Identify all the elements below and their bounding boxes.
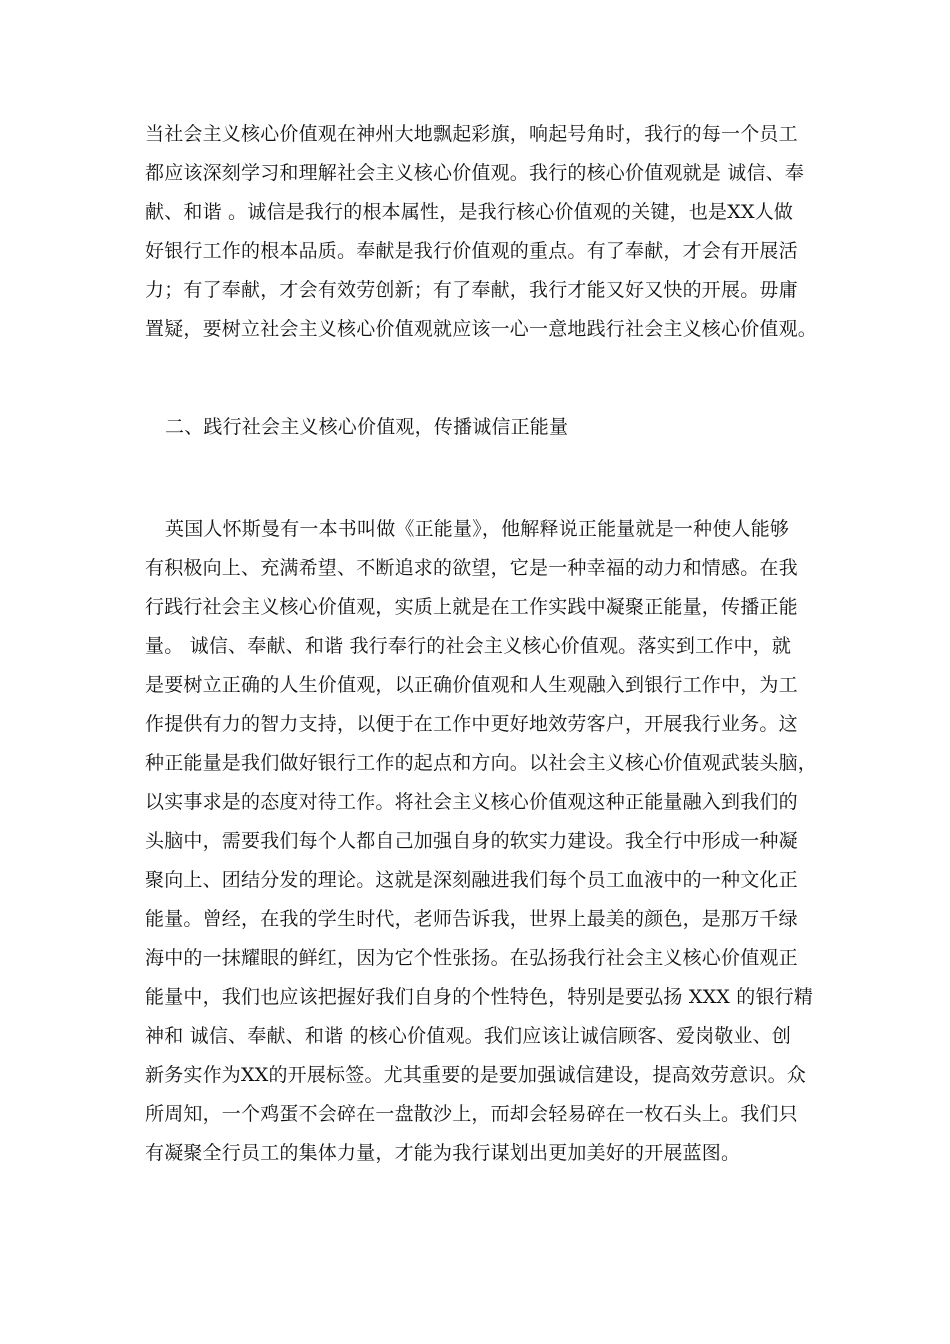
paragraph-2-line-8: 以实事求是的态度对待工作。将社会主义核心价值观这种正能量融入到我们的	[145, 791, 798, 813]
paragraph-2-line-13: 能量中，我们也应该把握好我们自身的个性特色，特别是要弘扬 XXX 的银行精	[145, 986, 814, 1008]
paragraph-1-line-1: 当社会主义核心价值观在神州大地飘起彩旗，响起号角时，我行的每一个员工	[145, 123, 798, 145]
paragraph-1-line-4: 好银行工作的根本品质。奉献是我行价值观的重点。有了奉献，才会有开展活	[145, 240, 798, 262]
paragraph-1-line-5: 力；有了奉献，才会有效劳创新；有了奉献，我行才能又好又快的开展。毋庸	[145, 279, 798, 301]
paragraph-2-line-4: 量。 诚信、奉献、和谐 我行奉行的社会主义核心价值观。落实到工作中，就	[145, 635, 792, 657]
paragraph-2-line-7: 种正能量是我们做好银行工作的起点和方向。以社会主义核心价值观武装头脑，	[145, 752, 818, 774]
paragraph-2-line-1: 英国人怀斯曼有一本书叫做《正能量》，他解释说正能量就是一种使人能够	[165, 518, 790, 540]
paragraph-2-line-12: 海中的一抹耀眼的鲜红，因为它个性张扬。在弘扬我行社会主义核心价值观正	[145, 947, 798, 969]
paragraph-1-line-3: 献、和谐 。诚信是我行的根本属性，是我行核心价值观的关键，也是XX人做	[145, 201, 794, 223]
paragraph-2-line-3: 行践行社会主义核心价值观，实质上就是在工作实践中凝聚正能量，传播正能	[145, 596, 798, 618]
paragraph-2-line-15: 新务实作为XX的开展标签。尤其重要的是要加强诚信建设，提高效劳意识。众	[145, 1064, 807, 1086]
paragraph-1-line-2: 都应该深刻学习和理解社会主义核心价值观。我行的核心价值观就是 诚信、奉	[145, 162, 805, 184]
paragraph-2-line-14: 神和 诚信、奉献、和谐 的核心价值观。我们应该让诚信顾客、爱岗敬业、创	[145, 1025, 792, 1047]
paragraph-1-line-6: 置疑，要树立社会主义核心价值观就应该一心一意地践行社会主义核心价值观。	[145, 318, 818, 340]
paragraph-2-line-11: 能量。曾经，在我的学生时代，老师告诉我，世界上最美的颜色，是那万千绿	[145, 908, 798, 930]
paragraph-2-line-17: 有凝聚全行员工的集体力量，才能为我行谋划出更加美好的开展蓝图。	[145, 1142, 741, 1164]
paragraph-2-line-6: 作提供有力的智力支持，以便于在工作中更好地效劳客户，开展我行业务。这	[145, 713, 798, 735]
paragraph-2-line-9: 头脑中，需要我们每个人都自己加强自身的软实力建设。我全行中形成一种凝	[145, 830, 798, 852]
paragraph-2-line-10: 聚向上、团结分发的理论。这就是深刻融进我们每个员工血液中的一种文化正	[145, 869, 798, 891]
paragraph-2-line-2: 有积极向上、充满希望、不断追求的欲望，它是一种幸福的动力和情感。在我	[145, 557, 798, 579]
paragraph-2-line-5: 是要树立正确的人生价值观，以正确价值观和人生观融入到银行工作中，为工	[145, 674, 798, 696]
section-heading: 二、践行社会主义核心价值观，传播诚信正能量	[165, 416, 569, 438]
paragraph-2-line-16: 所周知，一个鸡蛋不会碎在一盘散沙上，而却会轻易碎在一枚石头上。我们只	[145, 1103, 798, 1125]
